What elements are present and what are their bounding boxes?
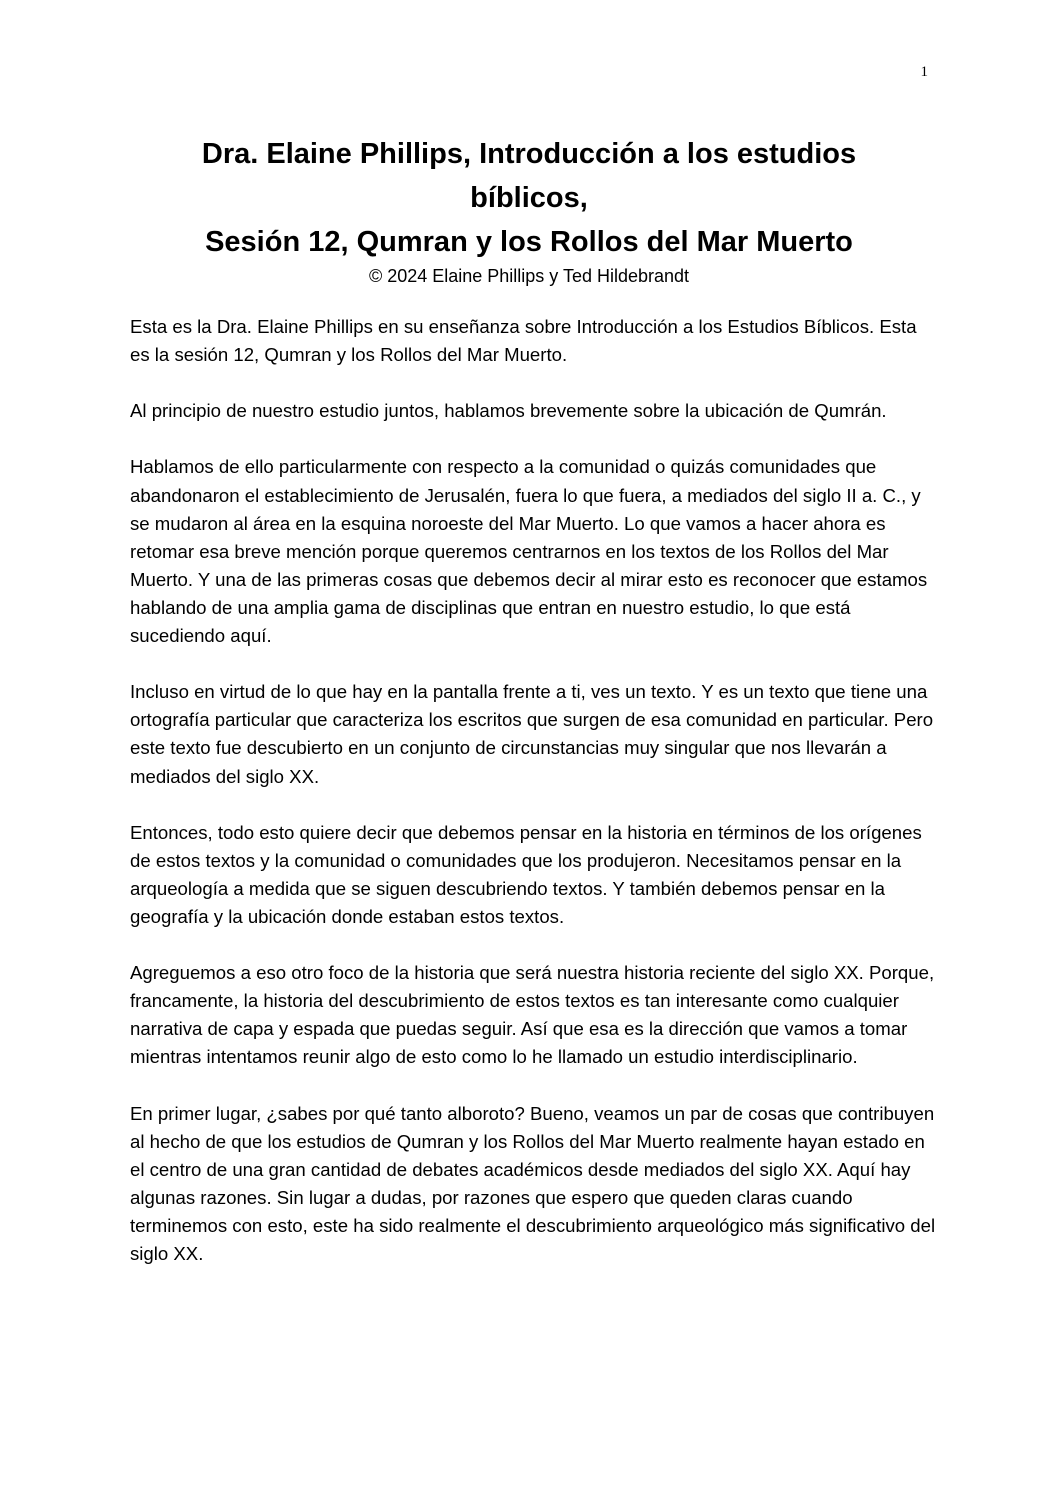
paragraph-why-fuss: En primer lugar, ¿sabes por qué tanto alboroto? Bueno, veamos un par de cosas que contribuyen al hecho de que los estudios de Qumran y los Rollos del Mar Muerto realmente hayan estado en el centro de una gran cantidad de debates académicos desde mediados del siglo XX. Aquí hay algunas razones. Sin lugar a dudas, por razones que espero que queden claras cuando terminemos con esto, este ha sido realmente el descubrimiento arqueológico más significativo del siglo XX. xyxy=(130,1102,936,1265)
paragraph-intro: Esta es la Dra. Elaine Phillips en su enseñanza sobre Introducción a los Estudios Bíblicos. Esta es la sesión 12, Qumran y los Rollos del Mar Muerto. xyxy=(130,316,917,366)
document-body xyxy=(130,313,940,1296)
document-title-line-1: Dra. Elaine Phillips, Introducción a los estudios xyxy=(201,138,857,170)
paragraph-qumran-location: Al principio de nuestro estudio juntos, hablamos brevemente sobre la ubicación de Qumrán. xyxy=(130,400,887,422)
paragraph-history-archaeology: Entonces, todo esto quiere decir que debemos pensar en la historia en términos de los orígenes de estos textos y la comunidad o comunidades que los produjeron. Necesitamos pensar en la arqueología a medida que se siguen descubriendo textos. Y también debemos pensar en la geografía y la ubicación donde estaban estos textos. xyxy=(130,821,922,927)
paragraph-community: Hablamos de ello particularmente con respecto a la comunidad o quizás comunidades que abandonaron el establecimiento de Jerusalén, fuera lo que fuera, a mediados del siglo II a. C., y se mudaron al área en la esquina noroeste del Mar Muerto. Lo que vamos a hacer ahora es retomar esa breve mención porque queremos centrarnos en los textos de los Rollos del Mar Muerto. Y una de las primeras cosas que debemos decir al mirar esto es reconocer que estamos hablando de una amplia gama de disciplinas que entran en nuestro estudio, lo que está sucediendo aquí. xyxy=(130,456,928,647)
paragraph-twentieth-century: Agreguemos a eso otro foco de la historia que será nuestra historia reciente del siglo XX. Porque, francamente, la historia del descubrimiento de estos textos es tan interesante como cualquier narrativa de capa y espada que puedas seguir. Así que esa es la dirección que vamos a tomar mientras intentamos reunir algo de esto como lo he llamado un estudio interdisciplinario. xyxy=(130,962,935,1068)
session-title: Sesión 12, Qumran y los Rollos del Mar Muerto xyxy=(205,226,853,258)
page-number: 1 xyxy=(920,64,928,80)
document-header xyxy=(130,132,928,288)
document-title-line-2: bíblicos, xyxy=(470,182,588,214)
copyright-line: © 2024 Elaine Phillips y Ted Hildebrandt xyxy=(368,266,690,286)
paragraph-text-on-screen: Incluso en virtud de lo que hay en la pantalla frente a ti, ves un texto. Y es un texto que tiene una ortografía particular que caracteriza los escritos que surgen de esa comunidad en particular. Pero este texto fue descubierto en un conjunto de circunstancias muy singular que nos llevarán a mediados del siglo XX. xyxy=(130,681,934,787)
